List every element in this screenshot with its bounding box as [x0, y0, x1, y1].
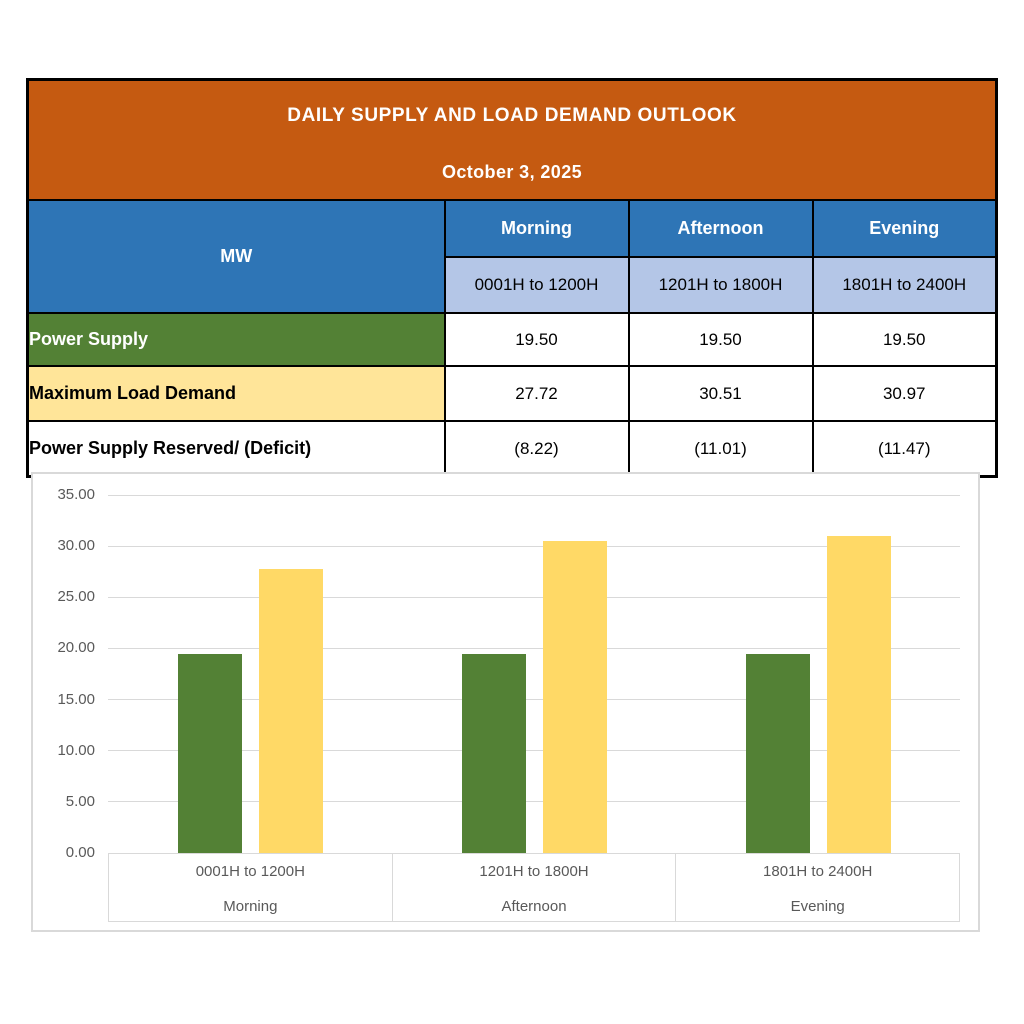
bar-group-evening	[676, 495, 960, 853]
table-row-max-load-demand	[28, 366, 997, 421]
bar-maximum-load-demand-afternoon	[543, 541, 607, 853]
x-axis-category-afternoon	[392, 854, 676, 921]
daily-outlook-bar-chart	[31, 472, 980, 932]
table-title-row	[28, 80, 997, 201]
y-axis-tick-label: 10.00	[57, 741, 95, 759]
value-max-load-morning: 27.72	[445, 366, 629, 421]
value-max-load-afternoon: 30.51	[629, 366, 813, 421]
x-axis-hours-label: 1801H to 2400H	[763, 863, 873, 880]
header-evening: Evening	[813, 200, 997, 257]
x-axis-period-label: Evening	[790, 898, 845, 915]
row-label-power-supply: Power Supply	[28, 313, 445, 366]
subheader-evening-hours: 1801H to 2400H	[813, 257, 997, 313]
bar-group-afternoon	[392, 495, 676, 853]
value-reserve-morning: (8.22)	[445, 421, 629, 477]
unit-header-cell: MW	[28, 200, 445, 313]
subheader-morning-hours: 0001H to 1200H	[445, 257, 629, 313]
table-row-reserve-deficit	[28, 421, 997, 477]
subheader-afternoon-hours: 1201H to 1800H	[629, 257, 813, 313]
x-axis-category-morning	[109, 854, 392, 921]
supply-demand-table	[26, 78, 998, 478]
value-power-supply-morning: 19.50	[445, 313, 629, 366]
y-axis-tick-label: 30.00	[57, 537, 95, 555]
bar-maximum-load-demand-evening	[827, 536, 891, 853]
x-axis-hours-label: 1201H to 1800H	[479, 863, 589, 880]
bar-group-morning	[108, 495, 392, 853]
value-power-supply-afternoon: 19.50	[629, 313, 813, 366]
x-axis-category-evening	[675, 854, 959, 921]
table-title-cell	[28, 80, 997, 201]
x-axis-period-label: Afternoon	[501, 898, 567, 915]
y-axis-tick-label: 5.00	[65, 792, 95, 810]
header-morning: Morning	[445, 200, 629, 257]
y-axis-tick-label: 15.00	[57, 690, 95, 708]
y-axis-tick-label: 25.00	[57, 588, 95, 606]
header-afternoon: Afternoon	[629, 200, 813, 257]
value-reserve-afternoon: (11.01)	[629, 421, 813, 477]
y-axis-tick-label: 35.00	[57, 486, 95, 503]
value-reserve-evening: (11.47)	[813, 421, 997, 477]
table-date: October 3, 2025	[441, 162, 583, 182]
x-axis-hours-label: 0001H to 1200H	[195, 863, 305, 880]
value-power-supply-evening: 19.50	[813, 313, 997, 366]
table-row-power-supply	[28, 313, 997, 366]
bar-power-supply-afternoon	[462, 654, 526, 853]
row-label-reserve-deficit: Power Supply Reserved/ (Deficit)	[28, 421, 445, 477]
bar-power-supply-morning	[178, 654, 242, 853]
y-axis-tick-label: 20.00	[57, 639, 95, 657]
value-max-load-evening: 30.97	[813, 366, 997, 421]
y-axis-tick-label: 0.00	[65, 844, 95, 861]
bar-maximum-load-demand-morning	[259, 569, 323, 853]
table-title: DAILY SUPPLY AND LOAD DEMAND OUTLOOK	[287, 105, 737, 126]
row-label-max-load-demand: Maximum Load Demand	[28, 366, 445, 421]
table-header-row	[28, 200, 997, 257]
chart-x-axis	[108, 853, 960, 922]
x-axis-period-label: Morning	[223, 898, 278, 915]
bar-power-supply-evening	[746, 654, 810, 853]
chart-bars-layer	[108, 495, 960, 853]
